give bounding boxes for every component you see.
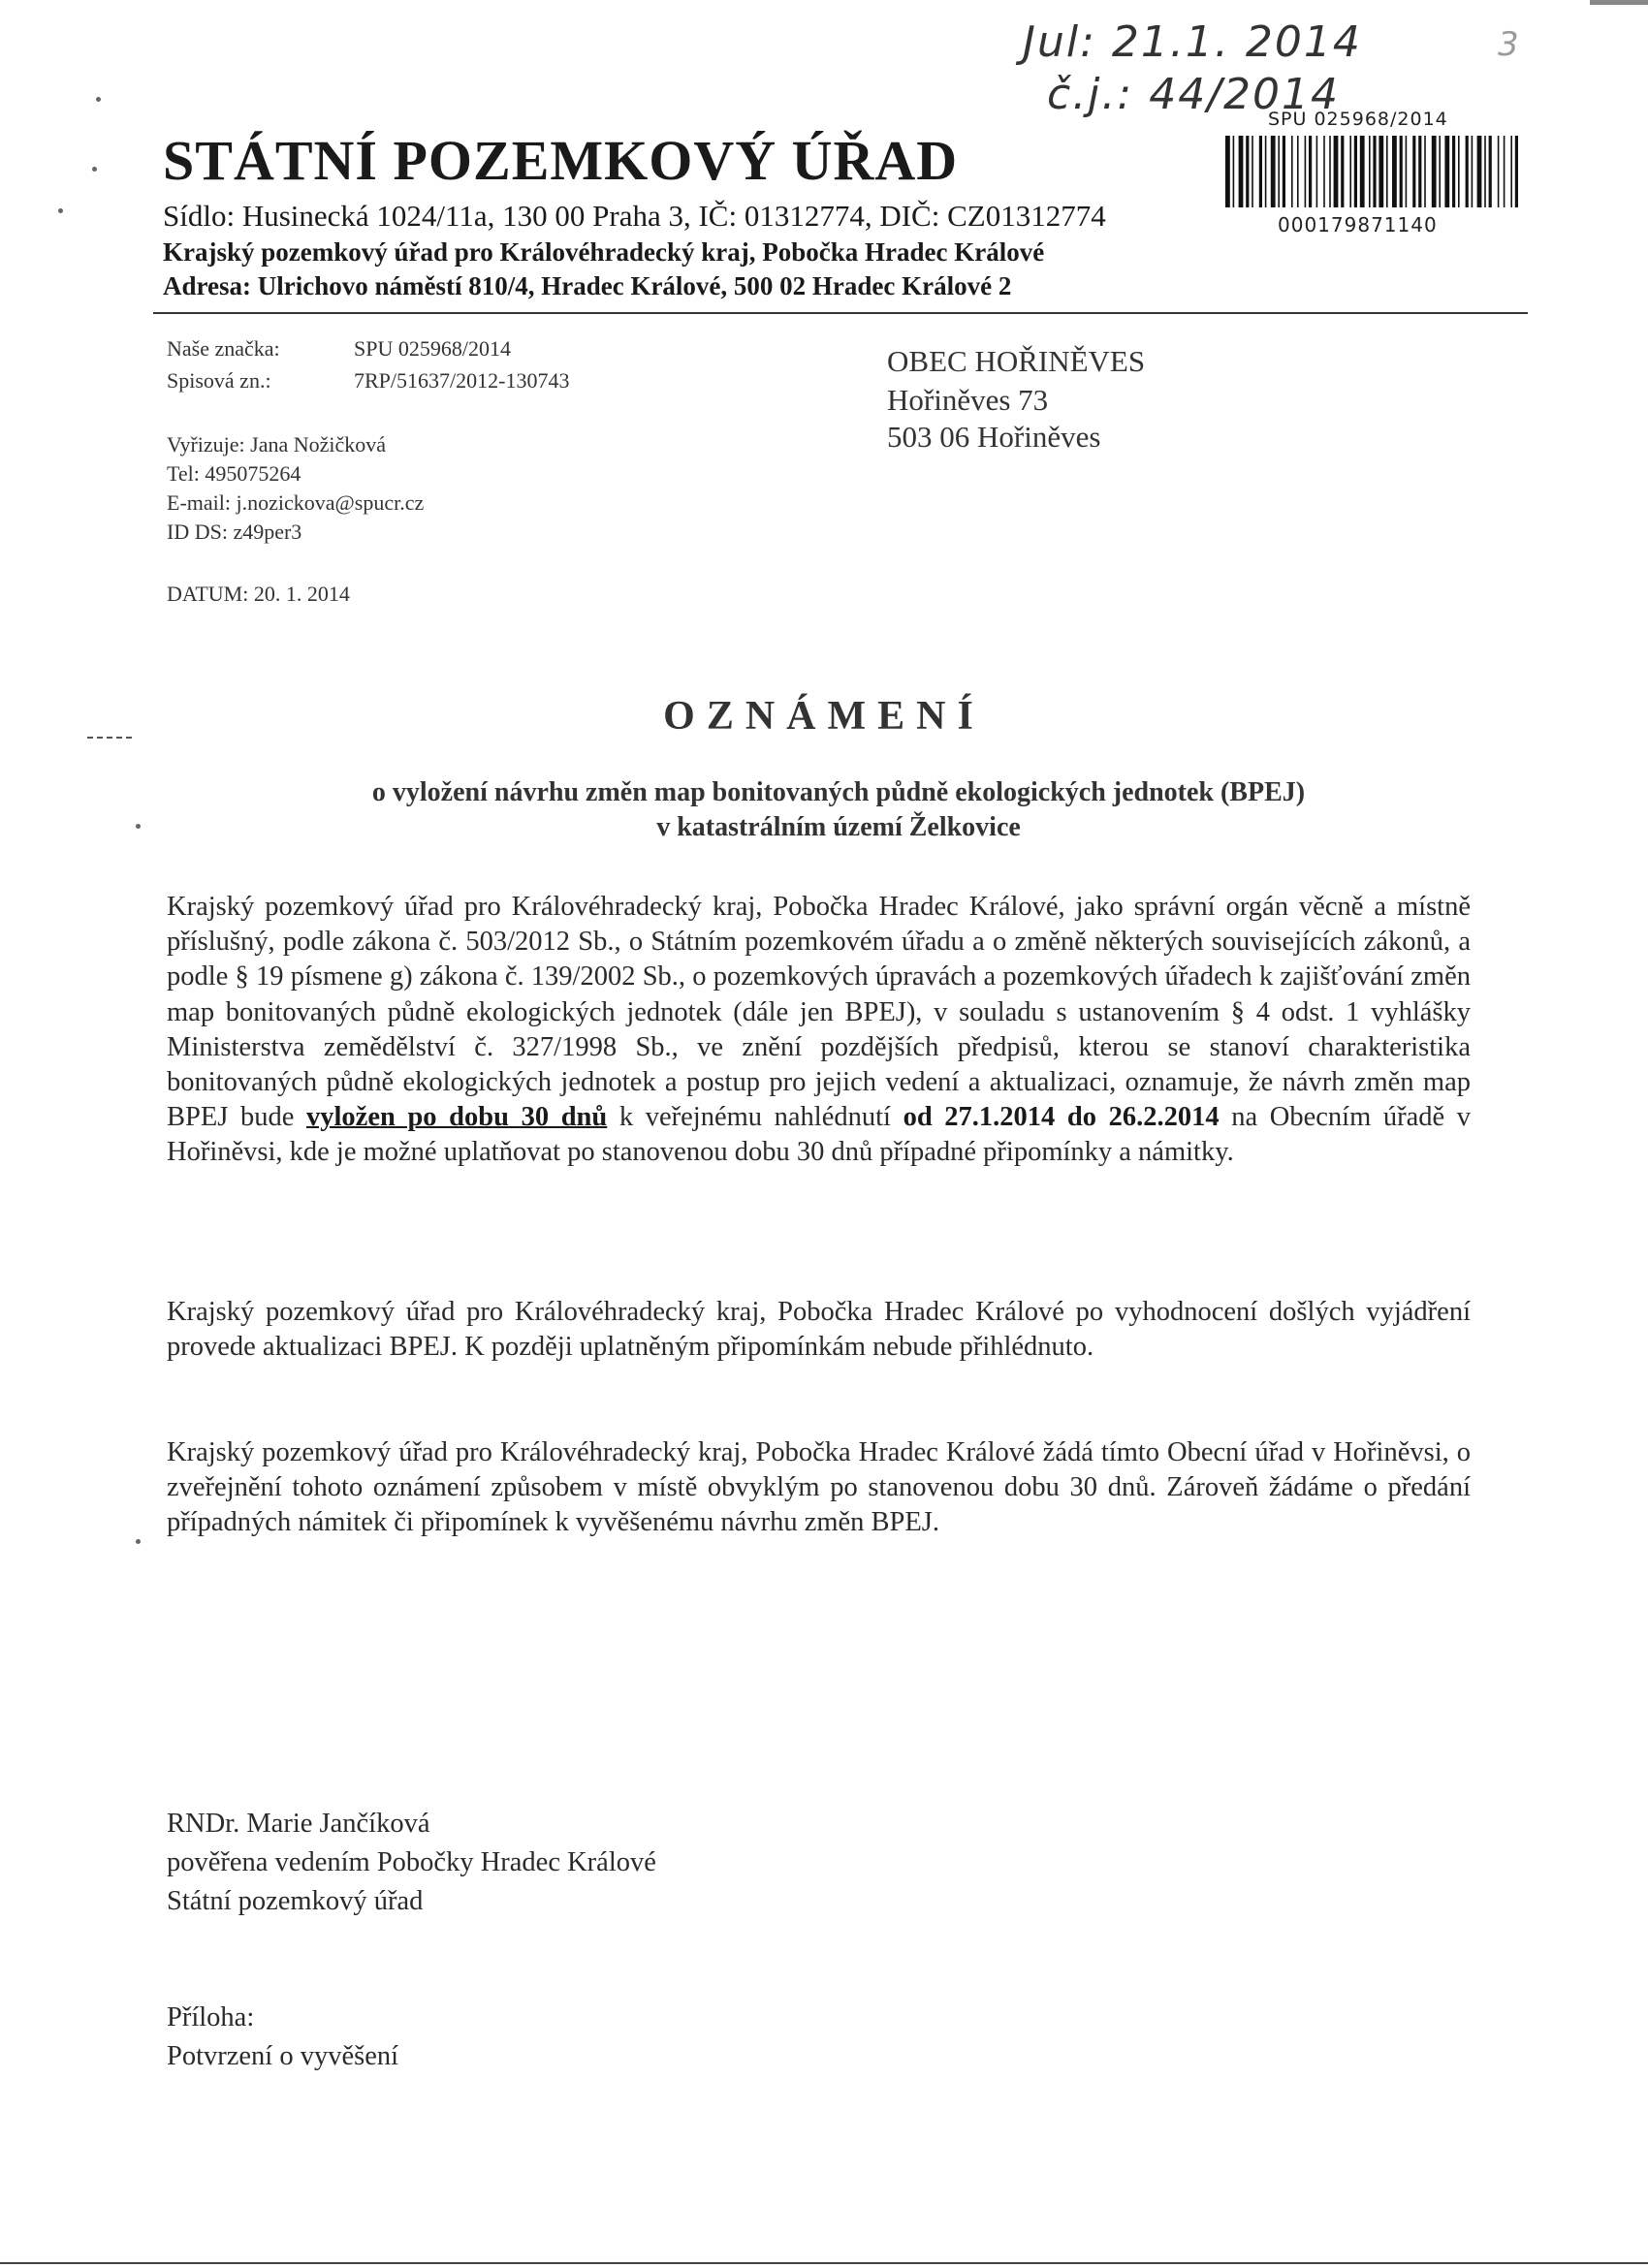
handwritten-reference-number: č.j.: 44/2014 — [1047, 70, 1340, 119]
recipient-city: 503 06 Hořiněves — [887, 420, 1101, 454]
attachment-item: Potvrzení o vyvěšení — [167, 2041, 399, 2071]
handler-email: E-mail: j.nozickova@spucr.cz — [167, 490, 425, 515]
paragraph-3: Krajský pozemkový úřad pro Královéhradecký kraj, Pobočka Hradec Králové žádá tímto Obecní úřad v Hořiněvsi, o zveřejnění tohoto oznámení způsobem v místě obvyklým po stanovenou dobu 30 dnů. Zároveň žádáme o předání případných námitek či připomínek k vyvěšenému návrhu změn BPEJ. — [167, 1437, 1471, 1538]
recipient-name: OBEC HOŘINĚVES — [887, 344, 1146, 378]
barcode-number: 000179871140 — [1278, 213, 1438, 236]
handwritten-page-mark: 3 — [1498, 25, 1519, 64]
our-reference-label: Naše značka: — [167, 336, 280, 361]
handler-phone: Tel: 495075264 — [167, 461, 301, 486]
paragraph-1-text-a: Krajský pozemkový úřad pro Královéhradecký kraj, Pobočka Hradec Králové, jako správní orgán věcně a místně příslušný, podle zákona č. 503/2012 Sb., o Státním pozemkovém úřadu a o změně některých souvisejících zákonů, a podle § 19 písmene g) zákona č. 139/2002 Sb., o pozemkových úpravách a pozemkových úřadech k zajišťování změn map bonitovaných půdně ekologických jednotek (dále jen BPEJ), v souladu s ustanovením § 4 odst. 1 vyhlášky Ministerstva zemědělství č. 327/1998 Sb., ve znění pozdějších předpisů, kterou se stanoví charakteristika bonitovaných půdně ekologických jednotek a postup pro jejich vedení a aktualizaci, oznamuje, že návrh změn map BPEJ bude — [167, 892, 1471, 1133]
scan-edge-mark — [1590, 0, 1648, 5]
paragraph-2: Krajský pozemkový úřad pro Královéhradecký kraj, Pobočka Hradec Králové po vyhodnocení došlých vyjádření provede aktualizaci BPEJ. K později uplatněným připomínkám nebude přihlédnuto. — [167, 1297, 1471, 1363]
our-reference-value: SPU 025968/2014 — [354, 336, 511, 361]
data-box-id: ID DS: z49per3 — [167, 520, 302, 544]
organization-seat: Sídlo: Husinecká 1024/11a, 130 00 Praha 3, IČ: 01312774, DIČ: CZ01312774 — [163, 199, 1106, 233]
subheading-line-1: o vyložení návrhu změn map bonitovaných půdně ekologických jednotek (BPEJ) — [371, 777, 1306, 807]
document-heading: OZNÁMENÍ — [663, 694, 985, 739]
document-subheading — [194, 775, 1483, 845]
scan-speck — [92, 167, 97, 172]
signatory-name: RNDr. Marie Jančíková — [167, 1809, 430, 1839]
paragraph-1 — [167, 890, 1471, 1171]
handwritten-receipt-date: Jul: 21.1. 2014 — [1023, 17, 1362, 67]
paragraph-1-dates: od 27.1.2014 do 26.2.2014 — [903, 1102, 1220, 1133]
scan-speck — [96, 97, 101, 102]
paragraph-1-text-b: k veřejnému nahlédnutí — [618, 1102, 891, 1133]
signature-block — [167, 1805, 656, 1921]
file-number-value: 7RP/51637/2012-130743 — [354, 368, 570, 393]
signatory-organization: Státní pozemkový úřad — [167, 1886, 424, 1916]
scan-dash-mark — [87, 737, 132, 739]
organization-address: Adresa: Ulrichovo náměstí 810/4, Hradec Králové, 500 02 Hradec Králové 2 — [163, 271, 1012, 300]
scan-speck — [58, 208, 63, 213]
organization-title: STÁTNÍ POZEMKOVÝ ÚŘAD — [163, 129, 959, 192]
scan-bottom-edge — [0, 2262, 1648, 2264]
attachment-label: Příloha: — [167, 2002, 255, 2032]
registry-code: SPU 025968/2014 — [1268, 109, 1448, 130]
subheading-line-2: v katastrálním území Želkovice — [656, 812, 1021, 842]
recipient-street: Hořiněves 73 — [887, 383, 1049, 417]
attachment-block — [167, 1999, 398, 2076]
header-divider — [153, 312, 1528, 314]
paragraph-1-period: vyložen po dobu 30 dnů — [306, 1102, 608, 1133]
signatory-role: pověřena vedením Pobočky Hradec Králové — [167, 1847, 656, 1877]
file-number-label: Spisová zn.: — [167, 368, 271, 393]
scan-speck — [136, 1539, 141, 1544]
barcode-icon — [1223, 136, 1526, 207]
scan-speck — [136, 824, 141, 829]
paragraph-1-text-c: na Obecním úřadě v Hořiněvsi, kde je možné uplatňovat po stanovenou dobu 30 dnů případné připomínky a námitky. — [167, 1102, 1472, 1168]
organization-branch: Krajský pozemkový úřad pro Královéhradecký kraj, Pobočka Hradec Králové — [163, 237, 1045, 267]
handler-name: Vyřizuje: Jana Nožičková — [167, 432, 387, 457]
document-date: DATUM: 20. 1. 2014 — [167, 582, 350, 606]
